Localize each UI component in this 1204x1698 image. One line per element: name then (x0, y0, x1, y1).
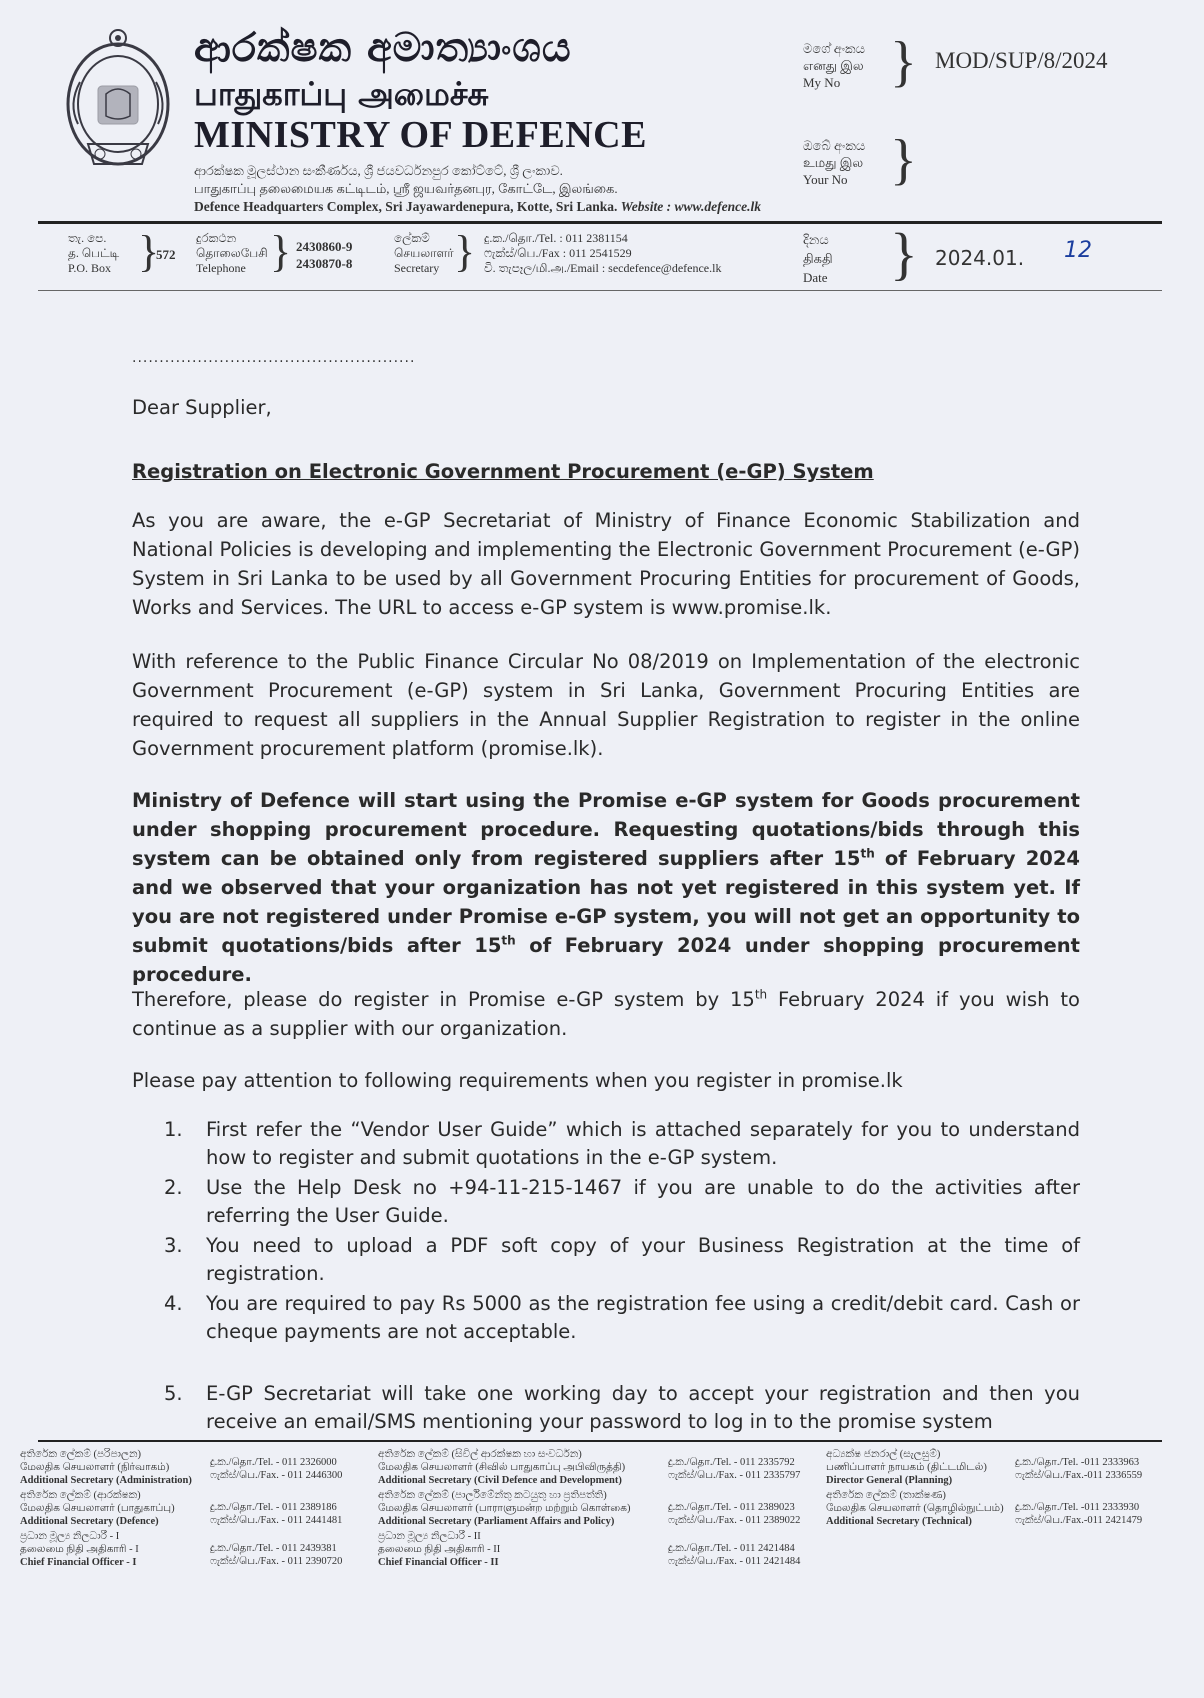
address-tamil: பாதுகாப்பு தலைமையக கட்டிடம், ஸ்ரீ ஜயவர்தனபுர, கோட்டே, இலங்கை. (194, 181, 618, 196)
paragraph-1: As you are aware, the e-GP Secretariat of Ministry of Finance Economic Stabilization and National Policies is developing and implementing the Electronic Government Procurement (e-GP) System in Sri Lanka to be used by all Government Procuring Entities for procurement of Goods, Works and Services. The URL to access e-GP system is www.promise.lk. (132, 509, 1080, 619)
footer-phone: දු.ක./தொ./Tel. - 011 2389186 ෆැක්ස්/பெ./Fax. - 011 2441481 (210, 1502, 343, 1526)
secretary-contacts: දු.ක./தொ./Tel. : 011 2381154 ෆැක්ස්/பெ./Fax : 011 2541529 වි. තැපෑල/மி.அ./Email : secdefence@defence.lk (484, 231, 722, 275)
header-divider (38, 221, 1162, 224)
telephone-values: 2430860-9 2430870-8 (296, 239, 353, 271)
list-item: 2. Use the Help Desk no +94-11-215-1467 if you are unable to do the activities after referring the User Guide. (164, 1176, 1080, 1227)
date-value: 2024.01. (935, 246, 1025, 270)
footer-phone: දු.ක./தொ./Tel. - 011 2326000 ෆැක්ස්/பெ./Fax. - 011 2446300 (210, 1457, 343, 1481)
pobox-labels: තැ. පෙ. த. பெட்டி P.O. Box (68, 231, 120, 275)
pobox-value: 572 (156, 247, 176, 262)
your-no-brace: } (890, 129, 917, 191)
secretary-brace: } (454, 227, 476, 276)
recipient-placeholder: .................................................... (132, 350, 416, 366)
website-url: : www.defence.lk (666, 199, 761, 214)
footer-officer: අතිරේක ලේකම් (ආරක්ෂක) மேலதிக செயலாளர் (பாதுகாப்பு) Additional Secretary (Defence) (20, 1490, 175, 1527)
my-no-labels: මගේ අංකය எனது இல My No (803, 41, 865, 90)
ministry-name-english: MINISTRY OF DEFENCE (194, 114, 647, 156)
footer-divider (38, 1440, 1162, 1442)
sri-lanka-emblem-icon (58, 24, 178, 184)
footer-phone: දු.ක./தொ./Tel. -011 2333930 ෆැක්ස්/பெ./Fax.-011 2421479 (1015, 1502, 1143, 1526)
secretary-labels: ලේකම් செயலாளர் Secretary (394, 231, 454, 275)
footer-officer: අතිරේක ලේකම් (තාක්ෂණ) மேலதிக செயலாளர் (தொழில்நுட்பம்) Additional Secretary (Technical) (826, 1490, 1004, 1527)
paragraph-4: Therefore, please do register in Promise e-GP system by 15th February 2024 if you wish to continue as a supplier with our organization. (132, 987, 1080, 1040)
date-handwritten: 12 (1064, 238, 1092, 263)
footer-phone: දු.ක./தொ./Tel. -011 2333963 ෆැක්ස්/பெ./Fax.-011 2336559 (1015, 1457, 1143, 1481)
address-sinhala: ආරක්ෂක මූලස්ථාන සංකීර්ණය, ශ්‍රී ජයවර්ධනපුර කෝට්ටේ, ශ්‍රී ලංකාව. (194, 163, 563, 178)
list-item: 3. You need to upload a PDF soft copy of your Business Registration at the time of registration. (164, 1234, 1080, 1285)
pobox-brace: } (138, 227, 160, 276)
footer-officer: අතිරේක ලේකම් (පරිපාලන) மேலதிக செயலாளர் (நிர்வாகம்) Additional Secretary (Administration) (20, 1449, 192, 1486)
ministry-name-tamil: பாதுகாப்பு அமைச்சு (194, 75, 489, 113)
requirements-list (164, 1116, 1080, 1436)
footer-phone: දු.ක./தொ./Tel. - 011 2389023 ෆැක්ස්/பெ./Fax. - 011 2389022 (668, 1502, 801, 1526)
list-item: 4. You are required to pay Rs 5000 as the registration fee using a credit/debit card. Cash or cheque payments are not acceptable. (164, 1292, 1080, 1343)
address-english-line (194, 197, 894, 216)
salutation: Dear Supplier, (132, 396, 272, 419)
my-no-brace: } (890, 31, 917, 93)
ministry-name-sinhala: ආරක්ෂක අමාත්‍යාංශය (194, 24, 572, 71)
my-no-value: MOD/SUP/8/2024 (935, 48, 1108, 73)
contact-divider (38, 290, 1162, 291)
footer-officer: ප්‍රධාන මූල්‍ය නිලධාරී - II தலைமை நிதி அதிகாரி - II Chief Financial Officer - II (378, 1531, 501, 1568)
telephone-labels: දුරකථන தொலைபேசி Telephone (196, 231, 268, 275)
footer-officer: අතිරේක ලේකම් (සිවිල් ආරක්ෂක හා සංවර්ධන) மேலதிக செயலாளர் (சிவில் பாதுகாப்பு அபிவிருத்தி) Additional Secretary (Civil Defence and Development) (378, 1449, 626, 1486)
date-brace: } (890, 221, 918, 286)
footer-officer: අධ්‍යක්ෂ ජනරාල් (සැලසුම්) பணிப்பாளர் நாயகம் (திட்டமிடல்) Director General (Planning) (826, 1449, 987, 1486)
website-label: Website (620, 199, 664, 214)
footer-officer: ප්‍රධාන මූල්‍ය නිලධාරී - I தலைமை நிதி அதிகாரி - I Chief Financial Officer - I (20, 1531, 139, 1568)
footer-officer: අතිරේක ලේකම් (පාර්ලිමේන්තු කටයුතු හා ප්‍රතිපත්ති) மேலதிக செயலாளர் (பாராளுமன்ற மற்றும் கொள்கை) Additional Secretary (Parliament Affairs and Policy) (378, 1490, 631, 1527)
date-labels: දිනය திகதி Date (803, 232, 833, 285)
address-english: Defence Headquarters Complex, Sri Jayawardenepura, Kotte, Sri Lanka. (194, 199, 618, 214)
ministry-names (194, 24, 794, 198)
paragraph-5: Please pay attention to following requirements when you register in promise.lk (132, 1069, 903, 1092)
letter-subject: Registration on Electronic Government Procurement (e-GP) System (132, 460, 874, 483)
your-no-labels: ඔබේ අංකය உமது இல Your No (803, 138, 866, 187)
footer-phone: දු.ක./தொ./Tel. - 011 2421484 ෆැක්ස්/பெ./Fax. - 011 2421484 (668, 1543, 801, 1567)
list-item: 1. First refer the “Vendor User Guide” which is attached separately for you to understand how to register and submit quotations in the e-GP system. (164, 1118, 1080, 1169)
list-item: 5. E-GP Secretariat will take one working day to accept your registration and then you receive an email/SMS mentioning your password to log in to the promise system (164, 1382, 1080, 1433)
footer-phone: දු.ක./தொ./Tel. - 011 2439381 ෆැක්ස්/பெ./Fax. - 011 2390720 (210, 1543, 343, 1567)
paragraph-3: Ministry of Defence will start using the Promise e-GP system for Goods procurement under shopping procurement procedure. Requesting quotations/bids through this system can be obtained only from registered suppliers after 15th of February 2024 and we observed that your organization has not yet registered in this system yet. If you are not registered under Promise e-GP system, you will not get an opportunity to submit quotations/bids after 15th of February 2024 under shopping procurement procedure. (132, 789, 1080, 986)
paragraph-2: With reference to the Public Finance Circular No 08/2019 on Implementation of the electronic Government Procurement (e-GP) system in Sri Lanka, Government Procuring Entities are required to request all suppliers in the Annual Supplier Registration to register in the online Government procurement platform (promise.lk). (132, 650, 1080, 760)
footer-phone: දු.ක./தொ./Tel. - 011 2335792 ෆැක්ස්/பெ./Fax. - 011 2335797 (668, 1457, 801, 1481)
telephone-brace: } (270, 227, 292, 276)
